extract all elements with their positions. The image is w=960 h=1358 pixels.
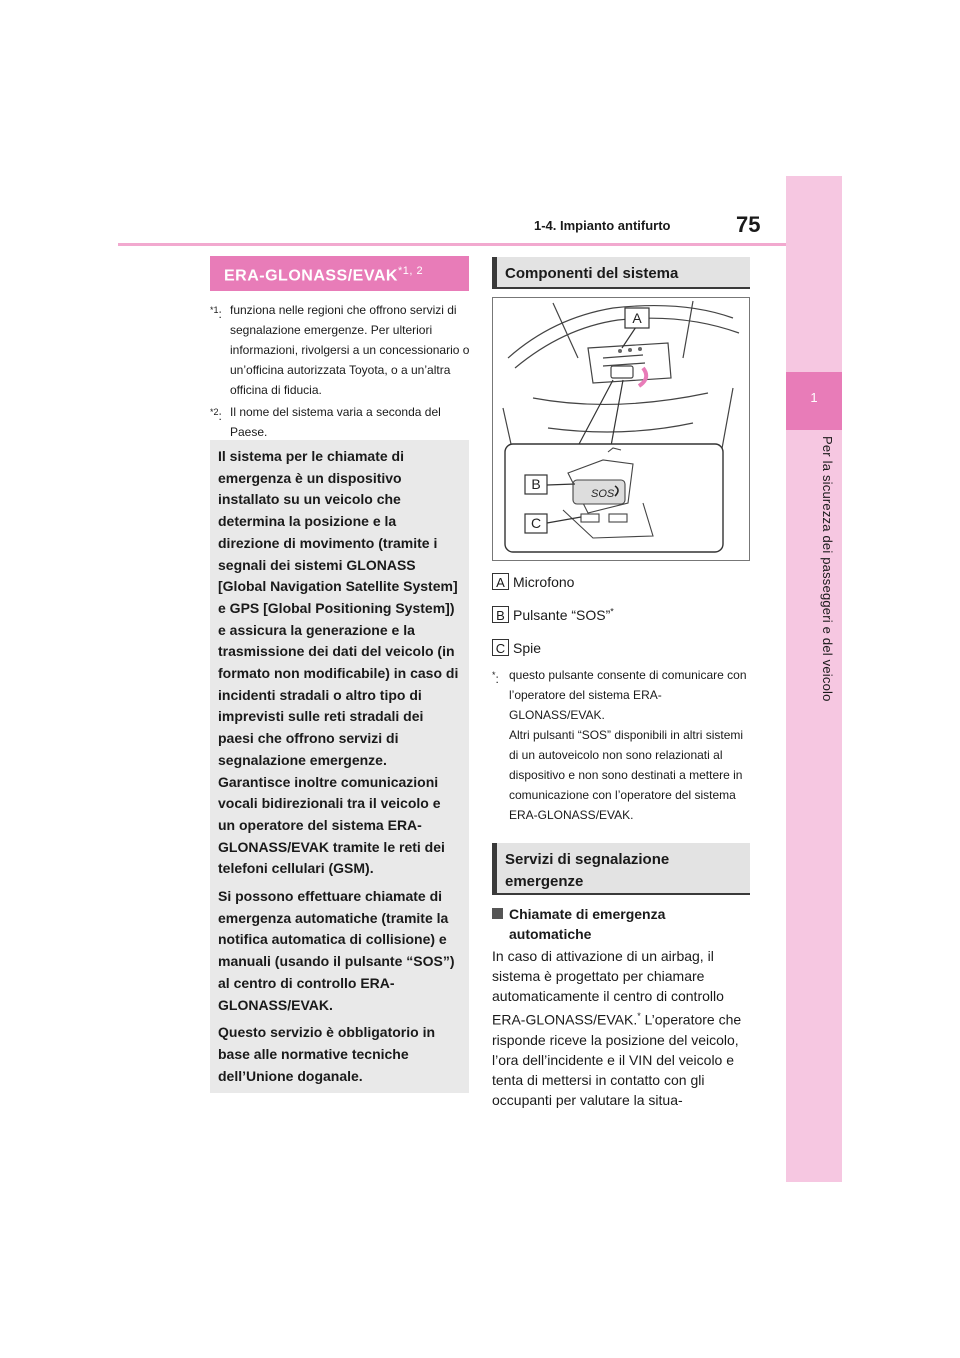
services-body <box>492 946 750 1110</box>
component-footnote-text-2: Altri pulsanti “SOS” disponibili in altri sistemi di un autoveicolo non sono relazionati al dispositivo e non sono destinati a mettere in comunicazione con l’operatore del sistema ERA-GLONASS/EVAK. <box>509 728 744 822</box>
components-heading: Componenti del sistema <box>492 257 750 289</box>
footnote-2-mark: *2 <box>210 407 219 417</box>
intro-paragraph: Si possono effettuare chiamate di emergenza automatiche (tramite la notifica automatica di collisione) e manuali (usando il pulsante “SOS”) al centro di controllo ERA-GLONASS/EVAK. <box>218 888 455 1013</box>
ceiling-console-drawing <box>493 298 749 560</box>
component-a-label: Microfono <box>513 574 575 590</box>
page-number: 75 <box>736 212 761 237</box>
services-body-footnote-mark: * <box>637 1011 641 1021</box>
footnote-2-text: Il nome del sistema varia a seconda del Paese. <box>230 405 441 439</box>
services-body-text: In caso di attivazione di un airbag, il sistema è progettato per chiamare automaticamente il centro di controllo ERA-GLONASS/EVAK. <box>492 948 724 1028</box>
callout-a: A <box>632 310 642 326</box>
automatic-calls-bullet <box>492 904 750 944</box>
intro-paragraph: Il sistema per le chiamate di emergenza è un dispositivo installato su un veicolo che determina la posizione e la direzione di movimento (tramite i segnali dei sistemi GLONASS [Global Navigation Satellite System] e GPS [Global Positioning System]) e assicura la generazione e la trasmissione dei dati del veicolo (in formato non modificabile) in caso di incidenti stradali o altro tipo di imprevisti sulle reti stradali dei paesi che offrono servizi di segnalazione emergenze. Garantisce inoltre comunicazioni vocali bidirezionali tra il veicolo e un operatore del sistema ERA-GLONASS/EVAK tramite le reti dei telefoni cellulari (GSM). <box>218 448 459 877</box>
intro-paragraph: Questo servizio è obbligatorio in base alle normative tecniche dell’Unione doganale. <box>218 1024 436 1084</box>
heading-text: ERA-GLONASS/EVAK <box>224 267 398 285</box>
press-arrow <box>639 368 646 386</box>
footnote-2: $^{*2}$: Il nome del sistema varia a seconda del Paese. <box>210 402 472 442</box>
component-b-label: Pulsante “SOS” <box>513 607 611 623</box>
callout-b: B <box>531 476 541 492</box>
services-heading: Servizi di segnalazione emergenze <box>492 843 750 895</box>
component-b-row <box>492 606 614 624</box>
services-body-text-continued: L’operatore che risponde riceve la posizione del veicolo, l’ora dell’incidente e il VIN del veicolo e tenta di mettersi in contatto con gli occupanti per valutare la situa- <box>492 1011 742 1108</box>
chapter-title: Per la sicurezza dei passeggeri e del veicolo <box>820 436 835 702</box>
system-components-illustration <box>492 297 750 561</box>
chapter-number: 1 <box>810 390 818 405</box>
component-c-label: Spie <box>513 640 542 656</box>
component-b-footnote-mark: * <box>610 606 614 617</box>
heading-footnote-marks: *1, 2 <box>397 265 424 277</box>
component-footnote: *: questo pulsante consente di comunicare con l’operatore del sistema ERA-GLONASS/EVAK. Altri pulsanti “SOS” disponibili in altri sistemi di un autoveicolo non sono relazionati al dispositivo e non sono destinati a mettere in comunicazione con l’operatore del sistema ERA-GLONASS/EVAK. <box>492 665 750 825</box>
component-footnote-mark: * <box>492 670 496 680</box>
section-title: 1-4. Impianto antifurto <box>534 218 671 233</box>
bullet-heading: Chiamate di emergenza automatiche <box>509 906 666 942</box>
component-b-key: B <box>492 606 509 623</box>
footnote-1: $^{*1}$: funziona nelle regioni che offrono servizi di segnalazione emergenze. Per ulteriori informazioni, rivolgersi a un concessionario o un’officina autorizzata Toyota, o a un’altra officina di fiducia. <box>210 300 472 400</box>
intro-box <box>210 440 469 1093</box>
callout-c: C <box>530 515 542 531</box>
bullet-square-icon <box>492 908 503 919</box>
component-a-row <box>492 573 574 591</box>
component-footnote-text: questo pulsante consente di comunicare con l’operatore del sistema ERA-GLONASS/EVAK. <box>509 668 747 722</box>
footnote-1-mark: *1 <box>210 305 219 315</box>
component-a-key: A <box>492 573 509 590</box>
era-glonass-heading <box>210 256 469 291</box>
footnote-1-text: funziona nelle regioni che offrono servizi di segnalazione emergenze. Per ulteriori informazioni, rivolgersi a un concessionario o un’officina autorizzata Toyota, o a un’altra officina di fiducia. <box>230 303 470 397</box>
component-c-row <box>492 639 541 657</box>
header-rule <box>118 243 786 246</box>
sos-button-text: SOS <box>591 488 615 500</box>
component-c-key: C <box>492 639 509 656</box>
